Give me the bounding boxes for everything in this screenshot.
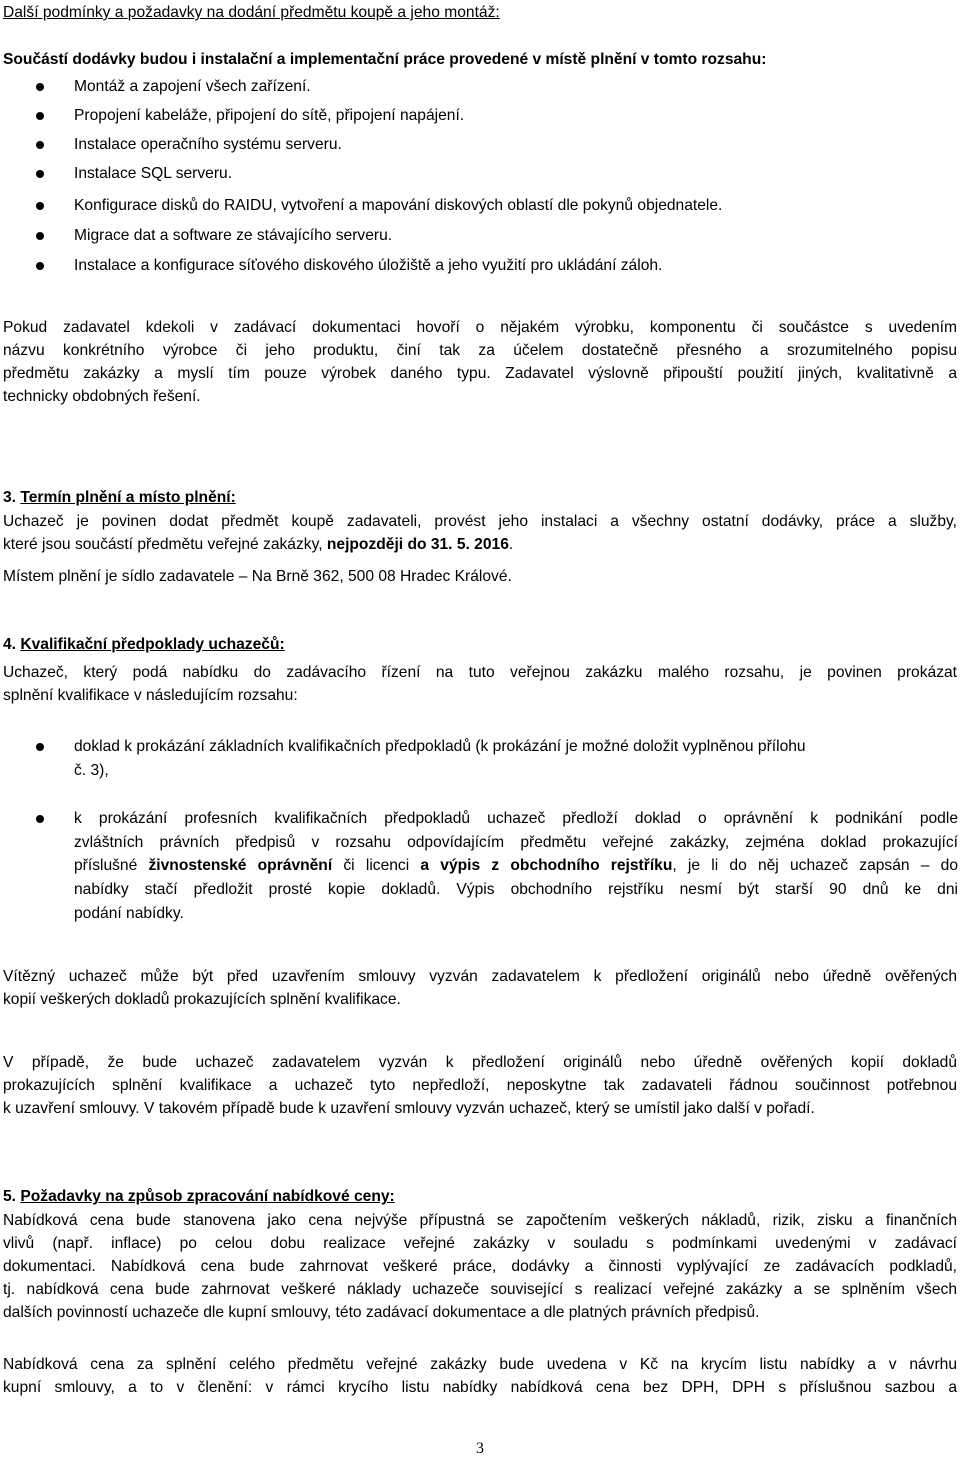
qualification-line: k prokázání profesních kvalifikačních předpokladů uchazeč předloží doklad o oprávnění k podnikání podle <box>74 810 958 827</box>
section-3-number: 3. <box>3 489 17 506</box>
bullet-icon <box>36 141 44 149</box>
qualification-line: doklad k prokázání základních kvalifikačních předpokladů (k prokázání je možné doložit vyplněnou přílohu <box>74 738 806 755</box>
qualification-item-1-text <box>74 735 958 782</box>
section-4-number: 4. <box>3 636 17 653</box>
trade-license: živnostenské oprávnění <box>148 857 333 875</box>
section-4-heading <box>3 633 957 656</box>
page-number: 3 <box>476 1440 484 1457</box>
equivalent-line: technicky obdobných řešení. <box>3 388 201 405</box>
scope-item-text: Instalace a konfigurace síťového diskového úložiště a jeho využití pro ukládání záloh. <box>74 257 663 274</box>
section-5-heading <box>3 1185 957 1208</box>
equivalent-line: předmětu zakázky a myslí tím pouze výrobek daného typu. Zadavatel výslovně připouští použití jiných, kvalitativně a <box>3 365 957 382</box>
bullet-icon <box>36 262 44 270</box>
failure-line: prokazujících splnění kvalifikace a uchazeč tyto nepředloží, neposkytne tak zadavateli řádnou součinnost potřebnou <box>3 1077 957 1094</box>
deadline-prefix: které jsou součástí předmětu veřejné zakázky, <box>3 536 327 553</box>
place-of-performance: Místem plnění je sídlo zadavatele – Na Brně 362, 500 08 Hradec Králové. <box>3 568 512 585</box>
equivalent-line: Pokud zadavatel kdekoli v zadávací dokumentaci hovoří o nějakém výrobku, komponentu či součástce s uvedením <box>3 319 957 336</box>
bullet-icon <box>36 83 44 91</box>
scope-item-text: Propojení kabeláže, připojení do sítě, připojení napájení. <box>74 107 465 124</box>
scope-item-text: Konfigurace disků do RAIDU, vytvoření a mapování diskových oblastí dle pokynů objednatele. <box>74 197 723 214</box>
section-3-deadline-line <box>3 533 957 556</box>
qualification-line: zvláštních právních předpisů v rozsahu odpovídajícím předmětu veřejné zakázky, zejména doklad prokazující <box>74 833 958 851</box>
scope-item-text: Migrace dat a software ze stávajícího serveru. <box>74 227 393 244</box>
price-line: dokumentaci. Nabídková cena bude zahrnovat veškeré práce, dodávky a činnosti vyplývající ze zadávacích podkladů, <box>3 1258 957 1275</box>
equivalent-line: názvu konkrétního výrobce či jeho produktu, činí tak za účelem dostatečně přesného a srozumitelného popisu <box>3 342 957 359</box>
q-text: či licenci <box>332 857 421 875</box>
q-text: příslušné <box>74 857 149 875</box>
section-3-title: Termín plnění a místo plnění: <box>20 489 236 506</box>
qualification-item-2-text <box>74 807 958 926</box>
commercial-register: a výpis z obchodního rejstříku <box>420 857 673 875</box>
qualification-line: nabídky stačí předložit prosté kopie dokladů. Výpis obchodního rejstříku nesmí být starší 90 dnů ke dni <box>74 881 958 899</box>
qualification-line-bold <box>74 854 958 878</box>
section-4-intro-line: Uchazeč, který podá nabídku do zadávacího řízení na tuto veřejnou zakázku malého rozsahu, je povinen prokázat <box>3 664 957 681</box>
section-4-intro-line: splnění kvalifikace v následujícím rozsahu: <box>3 687 298 704</box>
price-line: Nabídková cena za splnění celého předmětu veřejné zakázky bude uvedena v Kč na krycím listu nabídky a v návrhu <box>3 1356 957 1373</box>
deadline-date: nejpozději do 31. 5. 2016 <box>326 536 509 553</box>
price-paragraph-1 <box>3 1209 957 1324</box>
price-paragraph-2 <box>3 1353 957 1399</box>
price-line: dalších povinností uchazeče dle kupní smlouvy, této zadávací dokumentace a dle platných právních předpisů. <box>3 1304 760 1321</box>
q-text: , je li do něj uchazeč zapsán – do <box>672 857 958 875</box>
qualification-line: podání nabídky. <box>74 904 184 922</box>
scope-item-text: Instalace operačního systému serveru. <box>74 136 342 153</box>
bullet-icon <box>36 815 44 823</box>
heading-top: Další podmínky a požadavky na dodání předmětu koupě a jeho montáž: <box>3 4 500 21</box>
winner-line: kopií veškerých dokladů prokazujících splnění kvalifikace. <box>3 991 401 1008</box>
failure-paragraph <box>3 1051 957 1120</box>
equivalent-paragraph <box>3 316 957 408</box>
winner-line: Vítězný uchazeč může být před uzavřením smlouvy vyzván zadavatelem k předložení originálů nebo úředně ověřených <box>3 968 957 985</box>
section-5-title: Požadavky na způsob zpracování nabídkové ceny: <box>20 1188 395 1205</box>
deadline-suffix: . <box>508 536 514 553</box>
failure-line: k uzavření smlouvy. V takovém případě bude k uzavření smlouvy vyzván uchazeč, který se umístil jako další v pořadí. <box>3 1100 815 1117</box>
price-line: tj. nabídková cena bude zahrnovat veškeré náklady uchazeče související s realizací veřejné zakázky a se splněním všech <box>3 1281 957 1298</box>
scope-item-text: Montáž a zapojení všech zařízení. <box>74 78 311 95</box>
bullet-icon <box>36 112 44 120</box>
price-line: vlivů (např. inflace) po celou dobu realizace veřejné zakázky v souladu s podmínkami uvedenými v zadávací <box>3 1235 957 1252</box>
scope-heading: Součástí dodávky budou i instalační a implementační práce provedené v místě plnění v tomto rozsahu: <box>3 51 767 68</box>
failure-line: V případě, že bude uchazeč zadavatelem vyzván k předložení originálů nebo úředně ověřených kopií dokladů <box>3 1054 957 1071</box>
bullet-icon <box>36 743 44 751</box>
section-3-body <box>3 486 957 556</box>
price-line: Nabídková cena bude stanovena jako cena nejvýše přípustná se započtením veškerých nákladů, rizik, zisku a finančních <box>3 1212 957 1229</box>
bullet-icon <box>36 202 44 210</box>
section-5-number: 5. <box>3 1188 17 1205</box>
bullet-icon <box>36 232 44 240</box>
section-4-title: Kvalifikační předpoklady uchazečů: <box>20 636 285 653</box>
scope-item-text: Instalace SQL serveru. <box>74 165 233 182</box>
price-line: kupní smlouvy, a to v členění: v rámci krycího listu nabídky nabídková cena bez DPH, DPH s příslušnou sazbou a <box>3 1379 957 1396</box>
section-4-intro <box>3 661 957 707</box>
qualification-line: č. 3), <box>74 761 109 779</box>
section-3-line: Uchazeč je povinen dodat předmět koupě zadavateli, provést jeho instalaci a všechny ostatní dodávky, práce a služby, <box>3 513 957 530</box>
bullet-icon <box>36 170 44 178</box>
winner-paragraph <box>3 965 957 1011</box>
